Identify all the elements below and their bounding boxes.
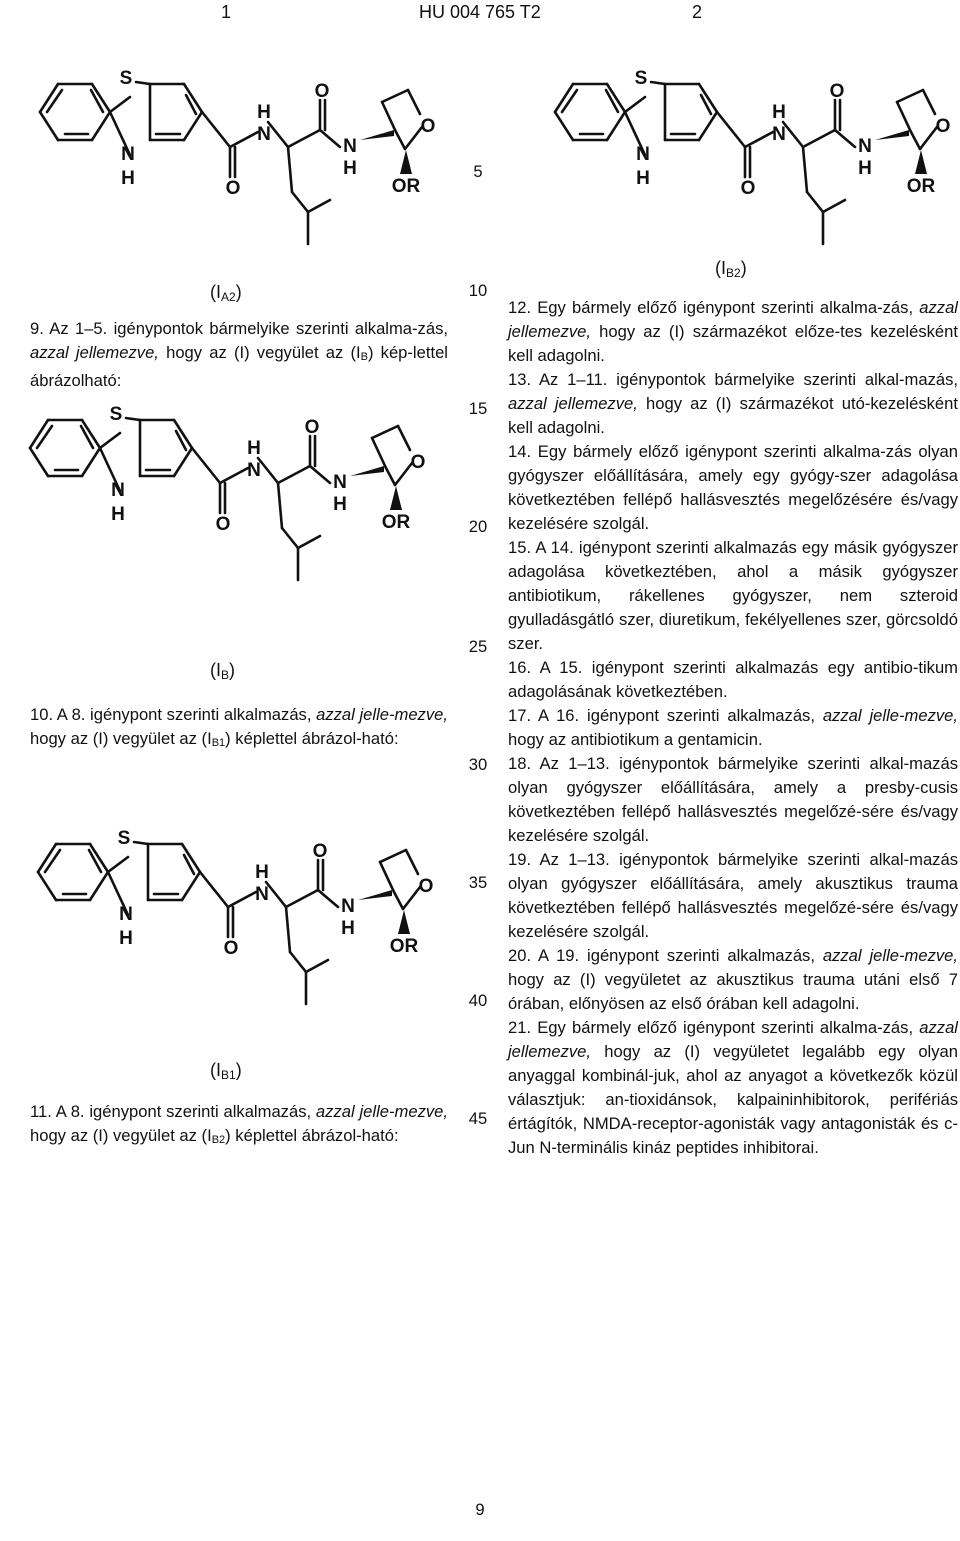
claim-19: 19. Az 1–13. igénypontok bármelyike szerinti alkal-mazás olyan gyógyszer előállítására, amely akusztikus trauma következtében fellépő hallásvesztés megelőzé-sére és/vagy kezelésére szolgál. [508, 850, 958, 941]
bond-line [298, 536, 320, 548]
line-number-10: 10 [468, 281, 488, 300]
atom-label: OR [906, 176, 936, 197]
bond-line [37, 426, 52, 448]
bond-line [266, 882, 286, 907]
atom-label: S [634, 68, 648, 89]
line-number-20: 20 [468, 517, 488, 536]
structure-ia2 [30, 62, 436, 262]
bond-line [184, 855, 194, 874]
right-page-number: 2 [692, 2, 703, 22]
bond-line [220, 468, 248, 483]
atom-label: O [829, 81, 845, 102]
bond-line [923, 90, 935, 114]
label-ib1: $(I_{B1})$ [210, 1060, 242, 1082]
bond-line [286, 907, 290, 952]
atom-label: OR [389, 936, 419, 957]
line-number-30: 30 [468, 755, 488, 774]
bond-line [306, 960, 328, 972]
atom-label: N [111, 480, 125, 501]
claim-16: 16. A 15. igénypont szerinti alkalmazás egy antibio-tikum adagolásának következtében. [508, 658, 958, 701]
bond-line [745, 132, 773, 147]
bond-line [92, 112, 110, 140]
right-column [508, 296, 958, 1160]
atom-label: O [740, 178, 756, 199]
bond-line [394, 892, 403, 909]
bond-line [288, 147, 292, 192]
atom-label: O [225, 178, 241, 199]
bond-line [40, 112, 58, 140]
bond-line [228, 892, 256, 907]
document-number: HU 004 765 T2 [419, 2, 541, 22]
line-number-25: 25 [468, 637, 488, 656]
bond-line [202, 112, 230, 147]
atom-label: H [121, 168, 135, 189]
bond-line [372, 426, 398, 438]
bond-line [288, 130, 320, 147]
bond-line [783, 122, 803, 147]
structure-drawing [545, 62, 951, 262]
claim-14: 14. Egy bármely előző igénypont szerinti alkalma-zás olyan gyógyszer előállítására, amely egy gyógy-szer adagolása következtében fellépő hallásvesztés megelőzésére és/vagy kezelésére szolgál. [508, 442, 958, 533]
claim-18: 18. Az 1–13. igénypontok bármelyike szerinti alkal-mazás olyan gyógyszer előállítására, amely a presby-cusis következtében fellépő hallásvesztés megelőzé-sére és/vagy kezelésére szolgál. [508, 754, 958, 845]
structure-ib1 [28, 822, 434, 1022]
atom-label: N [333, 472, 347, 493]
left-page-number: 1 [221, 2, 232, 22]
claim-17: 17. A 16. igénypont szerinti alkalmazás, azzal jelle-mezve, hogy az antibiotikum a gentamicin. [508, 706, 959, 749]
bond-line [382, 102, 396, 132]
bond-line [82, 448, 100, 476]
bond-line [182, 872, 200, 900]
atom-label: N [858, 136, 872, 157]
bond-line [292, 192, 308, 212]
atom-label: N [772, 124, 786, 145]
bond-line [699, 112, 717, 140]
atom-label: N [119, 904, 133, 925]
bond-line [286, 890, 318, 907]
bond-line [278, 466, 310, 483]
atom-label: H [111, 504, 125, 525]
bond-line [176, 431, 186, 450]
bond-line [562, 90, 577, 112]
atom-label: OR [391, 176, 421, 197]
bond-line [290, 952, 306, 972]
atom-label: H [636, 168, 650, 189]
bond-line [911, 132, 920, 149]
atom-label: OR [381, 512, 411, 533]
wedge-bond [398, 910, 410, 934]
bond-line [308, 200, 330, 212]
claim-13: 13. Az 1–11. igénypontok bármelyike szerinti alkal-mazás, azzal jellemezve, hogy az (I) származékot utó-kezelésként kell adagolni. [508, 370, 958, 437]
bond-line [372, 438, 386, 468]
bond-line [835, 130, 855, 147]
atom-label: H [772, 102, 786, 123]
bond-line [310, 466, 330, 483]
bond-line [380, 850, 406, 862]
label-ib: $(I_B)$ [210, 660, 236, 682]
bond-line [278, 483, 282, 528]
bond-line [386, 468, 395, 485]
bond-line [230, 132, 258, 147]
wedge-bond [400, 150, 412, 174]
claim-10: 10. A 8. igénypont szerinti alkalmazás, azzal jelle-mezve, hogy az (I) vegyület az $(I_{B1})$ képlettel ábrázol-ható: [30, 705, 448, 749]
atom-label: O [304, 417, 320, 438]
bond-line [408, 90, 420, 114]
atom-label: O [410, 452, 426, 473]
atom-label: S [109, 404, 123, 425]
atom-label: H [255, 862, 269, 883]
atom-label: O [418, 876, 434, 897]
bond-line [396, 132, 405, 149]
wedge-bond [350, 466, 384, 476]
claim-21: 21. Egy bármely előző igénypont szerinti alkalma-zás, azzal jellemezve, hogy az (I) vegyületet legalább egy olyan anyaggal kombinál-juk, ahol az anyagot a következők közül választjuk: an-tioxidánsok, kalpaininhibitorok, perifériás értágítók, NMDA-receptor-agonisták vagy antagonisták és c-Jun N-terminális kináz peptides inhibitorai. [508, 1018, 958, 1157]
line-number-35: 35 [468, 873, 488, 892]
structure-ib2 [545, 62, 951, 262]
structure-drawing [28, 822, 434, 1022]
wedge-bond [390, 486, 402, 510]
bond-line [90, 872, 108, 900]
bond-line [108, 857, 128, 872]
atom-label: H [858, 158, 872, 179]
bond-line [403, 887, 420, 909]
bond-line [405, 127, 422, 149]
wedge-bond [360, 130, 394, 140]
bond-line [555, 112, 573, 140]
claim-12: 12. Egy bármely előző igénypont szerinti alkalma-zás, azzal jellemezve, hogy az (I) származékot előze-tes kezelésként kell adagolni. [508, 298, 958, 365]
bond-line [186, 95, 196, 114]
atom-label: O [420, 116, 436, 137]
structure-ib [20, 398, 426, 598]
atom-label: N [343, 136, 357, 157]
label-ia2: $(I_{A2})$ [210, 282, 242, 304]
atom-label: H [257, 102, 271, 123]
atom-label: O [312, 841, 328, 862]
atom-label: H [343, 158, 357, 179]
wedge-bond [875, 130, 909, 140]
atom-label: O [935, 116, 951, 137]
atom-label: O [215, 514, 231, 535]
atom-label: H [119, 928, 133, 949]
structure-drawing [30, 62, 436, 262]
bond-line [803, 147, 807, 192]
page-number: 9 [475, 1500, 485, 1519]
atom-label: N [341, 896, 355, 917]
atom-label: N [257, 124, 271, 145]
line-number-45: 45 [468, 1109, 488, 1128]
atom-label: O [223, 938, 239, 959]
atom-label: N [255, 884, 269, 905]
bond-line [406, 850, 418, 874]
bond-line [920, 127, 937, 149]
atom-label: S [119, 68, 133, 89]
bond-line [897, 90, 923, 102]
bond-line [807, 192, 823, 212]
bond-line [607, 112, 625, 140]
bond-line [126, 418, 140, 420]
structure-drawing [20, 398, 426, 598]
bond-line [38, 872, 56, 900]
bond-line [380, 862, 394, 892]
bond-line [651, 82, 665, 84]
claim-15: 15. A 14. igénypont szerinti alkalmazás egy másik gyógyszer adagolása következtében, ahol a másik gyógyszer antibiotikum, rákellenes gyógyszer, nem szteroid gyulladásgátló szer, diuretikum, fekélyellenes szer, görcsoldó szer. [508, 538, 958, 653]
bond-line [701, 95, 711, 114]
bond-line [136, 82, 150, 84]
bond-line [823, 200, 845, 212]
bond-line [398, 426, 410, 450]
line-number-15: 15 [468, 399, 488, 418]
bond-line [897, 102, 911, 132]
atom-label: N [247, 460, 261, 481]
bond-line [134, 842, 148, 844]
bond-line [174, 448, 192, 476]
bond-line [45, 850, 60, 872]
atom-label: H [341, 918, 355, 939]
atom-label: N [121, 144, 135, 165]
bond-line [803, 130, 835, 147]
line-number-40: 40 [468, 991, 488, 1010]
bond-line [200, 872, 228, 907]
bond-line [320, 130, 340, 147]
bond-line [395, 463, 412, 485]
line-number-5: 5 [473, 162, 483, 181]
wedge-bond [915, 150, 927, 174]
atom-label: H [247, 438, 261, 459]
bond-line [47, 90, 62, 112]
bond-line [625, 97, 645, 112]
bond-line [100, 433, 120, 448]
bond-line [717, 112, 745, 147]
claim-9: 9. Az 1–5. igénypontok bármelyike szerinti alkalma-zás, azzal jellemezve, hogy az (I) vegyület az $(I_B)$ kép-lettel ábrázolható: [30, 319, 448, 390]
bond-line [282, 528, 298, 548]
bond-line [258, 458, 278, 483]
bond-line [184, 112, 202, 140]
bond-line [192, 448, 220, 483]
bond-line [318, 890, 338, 907]
bond-line [268, 122, 288, 147]
atom-label: O [314, 81, 330, 102]
label-ib2: $(I_{B2})$ [715, 258, 747, 280]
claim-11: 11. A 8. igénypont szerinti alkalmazás, azzal jelle-mezve, hogy az (I) vegyület az $(I_{B2})$ képlettel ábrázol-ható: [30, 1102, 448, 1146]
bond-line [30, 448, 48, 476]
claim-20: 20. A 19. igénypont szerinti alkalmazás, azzal jelle-mezve, hogy az (I) vegyületet az akusztikus trauma utáni első 7 órában, előnyösen az első órában kell adagolni. [508, 946, 959, 1013]
atom-label: N [636, 144, 650, 165]
bond-line [110, 97, 130, 112]
atom-label: S [117, 828, 131, 849]
atom-label: H [333, 494, 347, 515]
wedge-bond [358, 890, 392, 900]
bond-line [382, 90, 408, 102]
